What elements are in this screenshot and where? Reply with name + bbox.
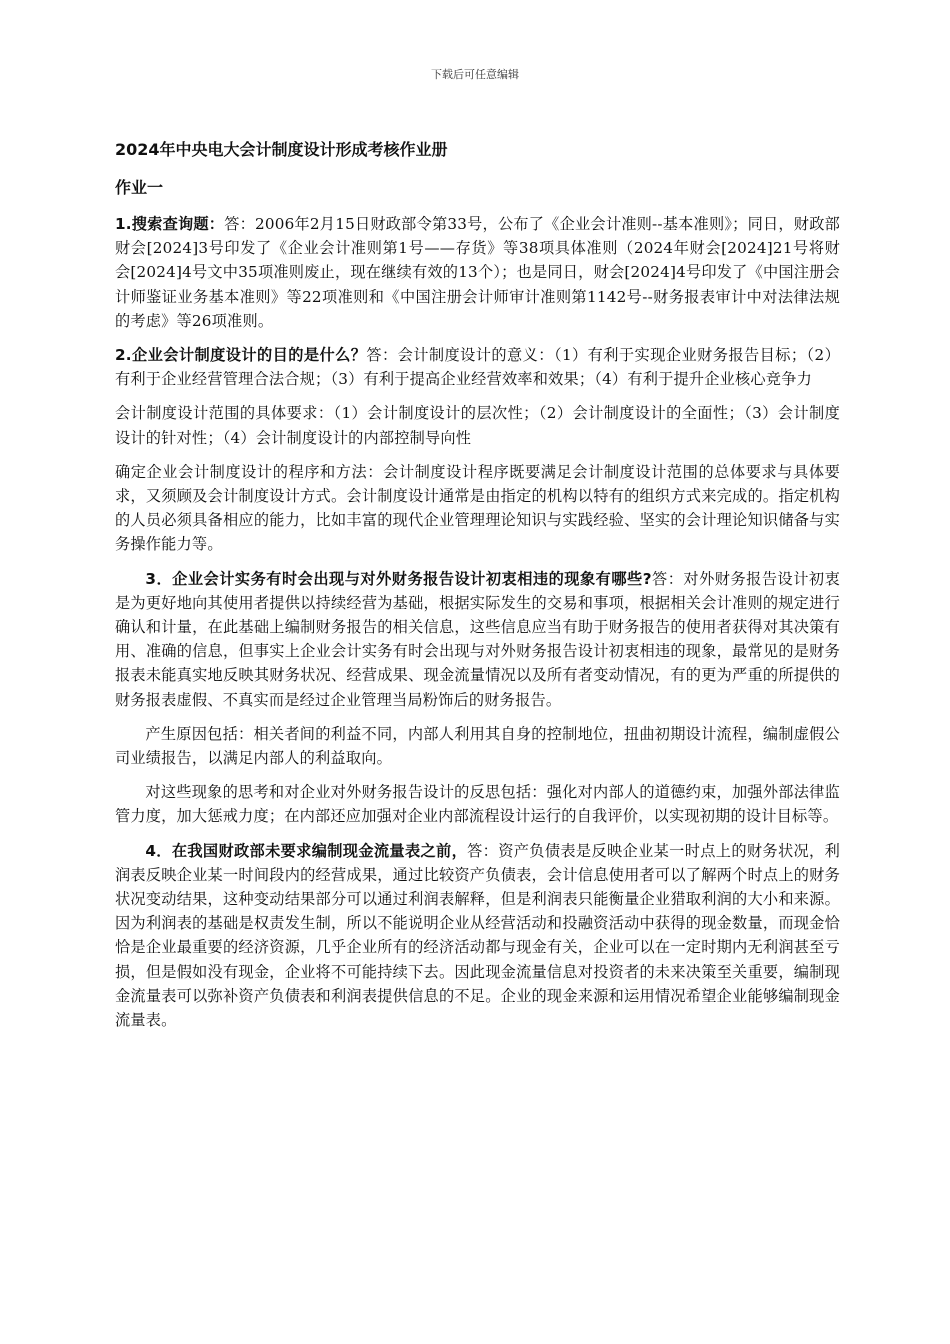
question-4-answer: 答：资产负债表是反映企业某一时点上的财务状况，利润表反映企业某一时间段内的经营成果，通过比较资产负债表，会计信息使用者可以了解两个时点上的财务状况变动结果，这种变动结果部分可以通过利润表解释，但是利润表只能衡量企业猎取利润的大小和来源。因为利润表的基础是权责发生制，所以不能说明企业从经营活动和投融资活动中获得的现金数量，而现金恰恰是企业最重要的经济资源，几乎企业所有的经济活动都与现金有关，企业可以在一定时期内无利润甚至亏损，但是假如没有现金，企业将不可能持续下去。因此现金流量信息对投资者的未来决策至关重要，编制现金流量表可以弥补资产负债表和利润表提供信息的不足。企业的现金来源和运用情况希望企业能够编制现金流量表。: [115, 841, 840, 1030]
question-3-causes-paragraph: 产生原因包括：相关者间的利益不同，内部人利用其自身的控制地位，扭曲初期设计流程，编制虚假公司业绩报告，以满足内部人的利益取向。: [115, 724, 840, 768]
question-3-answer: 答：对外财务报告设计初衷是为更好地向其使用者提供以持续经营为基础，根据实际发生的交易和事项，根据相关会计准则的规定进行确认和计量，在此基础上编制财务报告的相关信息，这些信息应当有助于财务报告的使用者获得对其决策有用、准确的信息，但事实上企业会计实务有时会出现与对外财务报告设计初衷相违的现象，最常见的是财务报表未能真实地反映其财务状况、经营成果、现金流量情况以及所有者变动情况，有的更为严重的所提供的财务报表虚假、不真实而是经过企业管理当局粉饰后的财务报告。: [115, 569, 840, 709]
page-header-note: 下载后可任意编辑: [431, 68, 519, 81]
question-1-label: 1.搜索查询题：: [115, 215, 225, 233]
question-4-paragraph: [115, 839, 840, 1033]
question-2-procedure-paragraph: 确定企业会计制度设计的程序和方法：会计制度设计程序既要满足会计制度设计范围的总体要求与具体要求，又须顾及会计制度设计方式。会计制度设计通常是由指定的机构以特有的组织方式来完成的。指定机构的人员必须具备相应的能力，比如丰富的现代企业管理理论知识与实践经验、坚实的会计理论知识储备与实务操作能力等。: [115, 462, 840, 554]
question-2-paragraph: [115, 343, 840, 391]
question-2-scope-paragraph: 会计制度设计范围的具体要求：（1）会计制度设计的层次性；（2）会计制度设计的全面性；（3）会计制度设计的针对性；（4）会计制度设计的内部控制导向性: [115, 404, 840, 447]
question-2-label: 2.企业会计制度设计的目的是什么？: [115, 346, 367, 365]
document-title: 2024年中央电大会计制度设计形成考核作业册: [115, 140, 448, 159]
question-3-reflection-paragraph: 对这些现象的思考和对企业对外财务报告设计的反思包括：强化对内部人的道德约束，加强外部法律监管力度，加大惩戒力度；在内部还应加强对企业内部流程设计运行的自我评价，以实现初期的设计目标等。: [115, 783, 840, 826]
question-3-paragraph: [115, 567, 840, 712]
question-1-answer: 答：2006年2月15日财政部令第33号，公布了《企业会计准则--基本准则》；同日，财政部财会[2024]3号印发了《企业会计准则第1号——存货》等38项具体准则（2024年财会[2024]21号将财会[2024]4号文中35项准则废止，现在继续有效的13个）；也是同日，财会[2024]4号印发了《中国注册会计师鉴证业务基本准则》等22项准则和《中国注册会计师审计准则第1142号--财务报表审计中对法律法规的考虑》等26项准则。: [115, 215, 841, 330]
section-heading: 作业一: [115, 178, 164, 197]
document-body: [115, 138, 840, 1042]
question-4-label: 4．在我国财政部未要求编制现金流量表之前，: [145, 841, 468, 860]
question-1-paragraph: [115, 212, 840, 333]
question-3-label: 3．企业会计实务有时会出现与对外财务报告设计初衷相违的现象有哪些?: [145, 569, 652, 588]
question-2-answer: 答：会计制度设计的意义：（1）有利于实现企业财务报告目标；（2）有利于企业经营管理合法合规；（3）有利于提高企业经营效率和效果；（4）有利于提升企业核心竞争力: [115, 346, 840, 389]
